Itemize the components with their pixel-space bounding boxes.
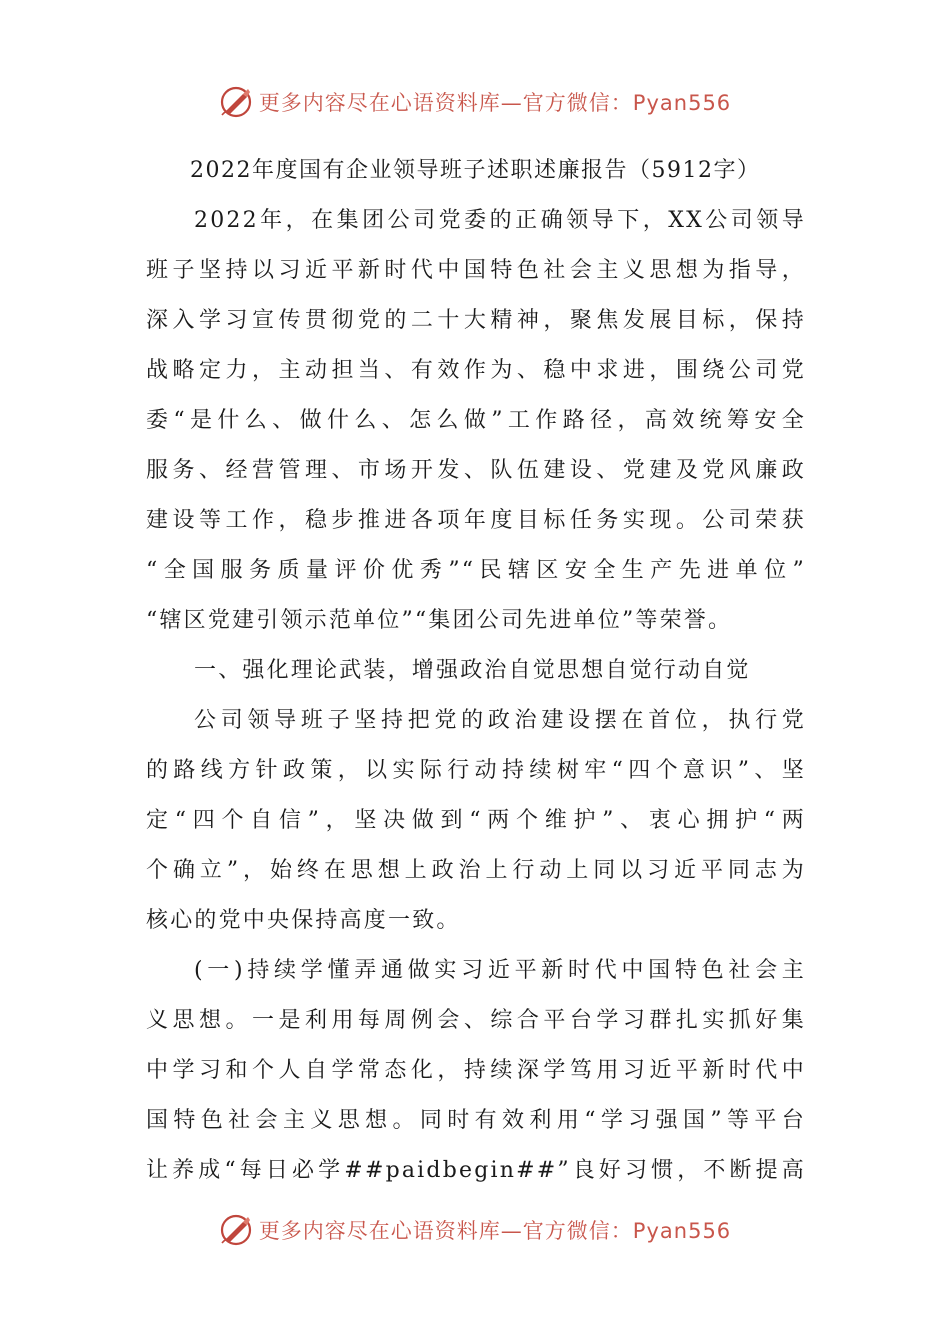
watermark-text: 更多内容尽在心语资料库—官方微信：Pyan556 [258,91,732,115]
paragraph-line: 战略定力，主动担当、有效作为、稳中求进，围绕公司党 [146,358,806,383]
paragraph-line: 国特色社会主义思想。同时有效利用“学习强国”等平台 [146,1108,806,1133]
pen-logo-icon [219,85,253,119]
paragraph-line: 让养成“每日必学##paidbegin##”良好习惯，不断提高 [146,1158,806,1183]
paragraph-line: 委“是什么、做什么、怎么做”工作路径，高效统筹安全 [146,408,806,433]
paragraph-line: 中学习和个人自学常态化，持续深学笃用习近平新时代中 [146,1058,806,1083]
paragraph-line: 核心的党中央保持高度一致。 [146,908,461,933]
paragraph-line: 定“四个自信”，坚决做到“两个维护”、衷心拥护“两 [146,808,806,833]
paragraph-line: 2022年，在集团公司党委的正确领导下，XX公司领导 [194,208,806,233]
paragraph-line: 义思想。一是利用每周例会、综合平台学习群扎实抓好集 [146,1008,806,1033]
document-title: 2022年度国有企业领导班子述职述廉报告（5912字） [190,158,761,183]
watermark-header [0,82,950,122]
watermark-footer [0,1210,950,1250]
paragraph-line: 班子坚持以习近平新时代中国特色社会主义思想为指导， [146,258,806,283]
paragraph-line: 公司领导班子坚持把党的政治建设摆在首位，执行党 [194,708,806,733]
document-body [146,146,806,1196]
paragraph-line: 的路线方针政策，以实际行动持续树牢“四个意识”、坚 [146,758,806,783]
watermark-text: 更多内容尽在心语资料库—官方微信：Pyan556 [258,1219,732,1243]
paragraph-line: “全国服务质量评价优秀”“民辖区安全生产先进单位” [146,558,806,583]
paragraph-line: 个确立”，始终在思想上政治上行动上同以习近平同志为 [146,858,806,883]
paragraph-line: 服务、经营管理、市场开发、队伍建设、党建及党风廉政 [146,458,806,483]
pen-logo-icon [219,1213,253,1247]
section-heading: 一、强化理论武装，增强政治自觉思想自觉行动自觉 [194,658,751,683]
paragraph-line: “辖区党建引领示范单位”“集团公司先进单位”等荣誉。 [146,608,733,633]
paragraph-line: 建设等工作，稳步推进各项年度目标任务实现。公司荣获 [146,508,806,533]
subsection-line: (一)持续学懂弄通做实习近平新时代中国特色社会主 [194,958,806,983]
paragraph-line: 深入学习宣传贯彻党的二十大精神，聚焦发展目标，保持 [146,308,806,333]
